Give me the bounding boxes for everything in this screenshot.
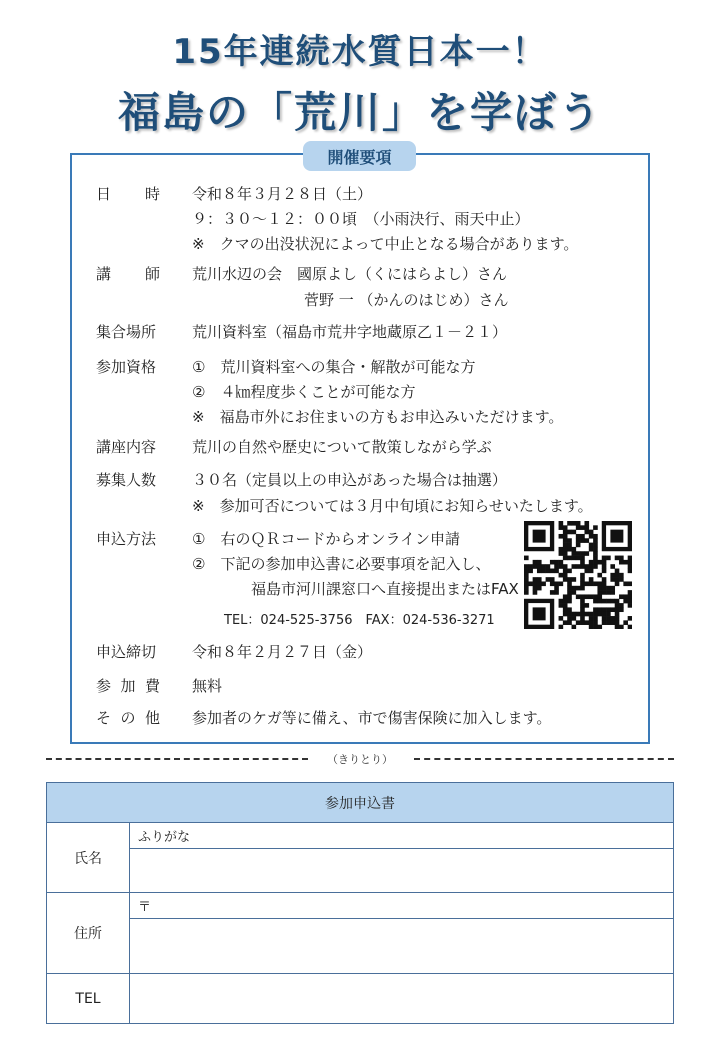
form-title: 参加申込書 (47, 783, 674, 823)
cut-line-right (414, 758, 674, 760)
info-heading: 開催要項 (303, 141, 416, 171)
row-label: 講 師 (96, 265, 160, 283)
qr-code[interactable] (524, 521, 632, 633)
furigana-label: ふりがな (138, 830, 191, 845)
tel-field[interactable] (130, 974, 674, 1024)
row-label: 申込方法 (96, 530, 157, 548)
row-label: 講座内容 (96, 438, 157, 456)
row-label: 参 加 費 (96, 677, 160, 695)
row-label: 集合場所 (96, 323, 157, 341)
postal-code-field[interactable] (130, 893, 674, 919)
address-field[interactable] (130, 919, 674, 974)
row-label: 申込締切 (96, 643, 157, 661)
furigana-field[interactable] (130, 823, 674, 849)
address-label: 住所 (47, 893, 130, 974)
row-label: そ の 他 (96, 709, 160, 727)
row-label: 日 時 (96, 185, 160, 203)
name-label: 氏名 (47, 823, 130, 893)
row-label: 参加資格 (96, 358, 157, 376)
qr-finder-pattern (524, 599, 554, 629)
application-form (46, 782, 674, 1024)
title-line-1: 15年連続水質日本一！ (172, 32, 548, 72)
qr-finder-pattern (602, 521, 632, 551)
row-label: 募集人数 (96, 471, 157, 489)
cut-line-left (46, 758, 308, 760)
title-line-2: 福島の「荒川」を学ぼう (117, 88, 602, 137)
qr-finder-pattern (524, 521, 554, 551)
name-field[interactable] (130, 849, 674, 893)
tel-label: TEL (47, 974, 130, 1024)
cut-label: （きりとり） (327, 753, 393, 766)
postal-mark: 〒 (138, 900, 152, 915)
